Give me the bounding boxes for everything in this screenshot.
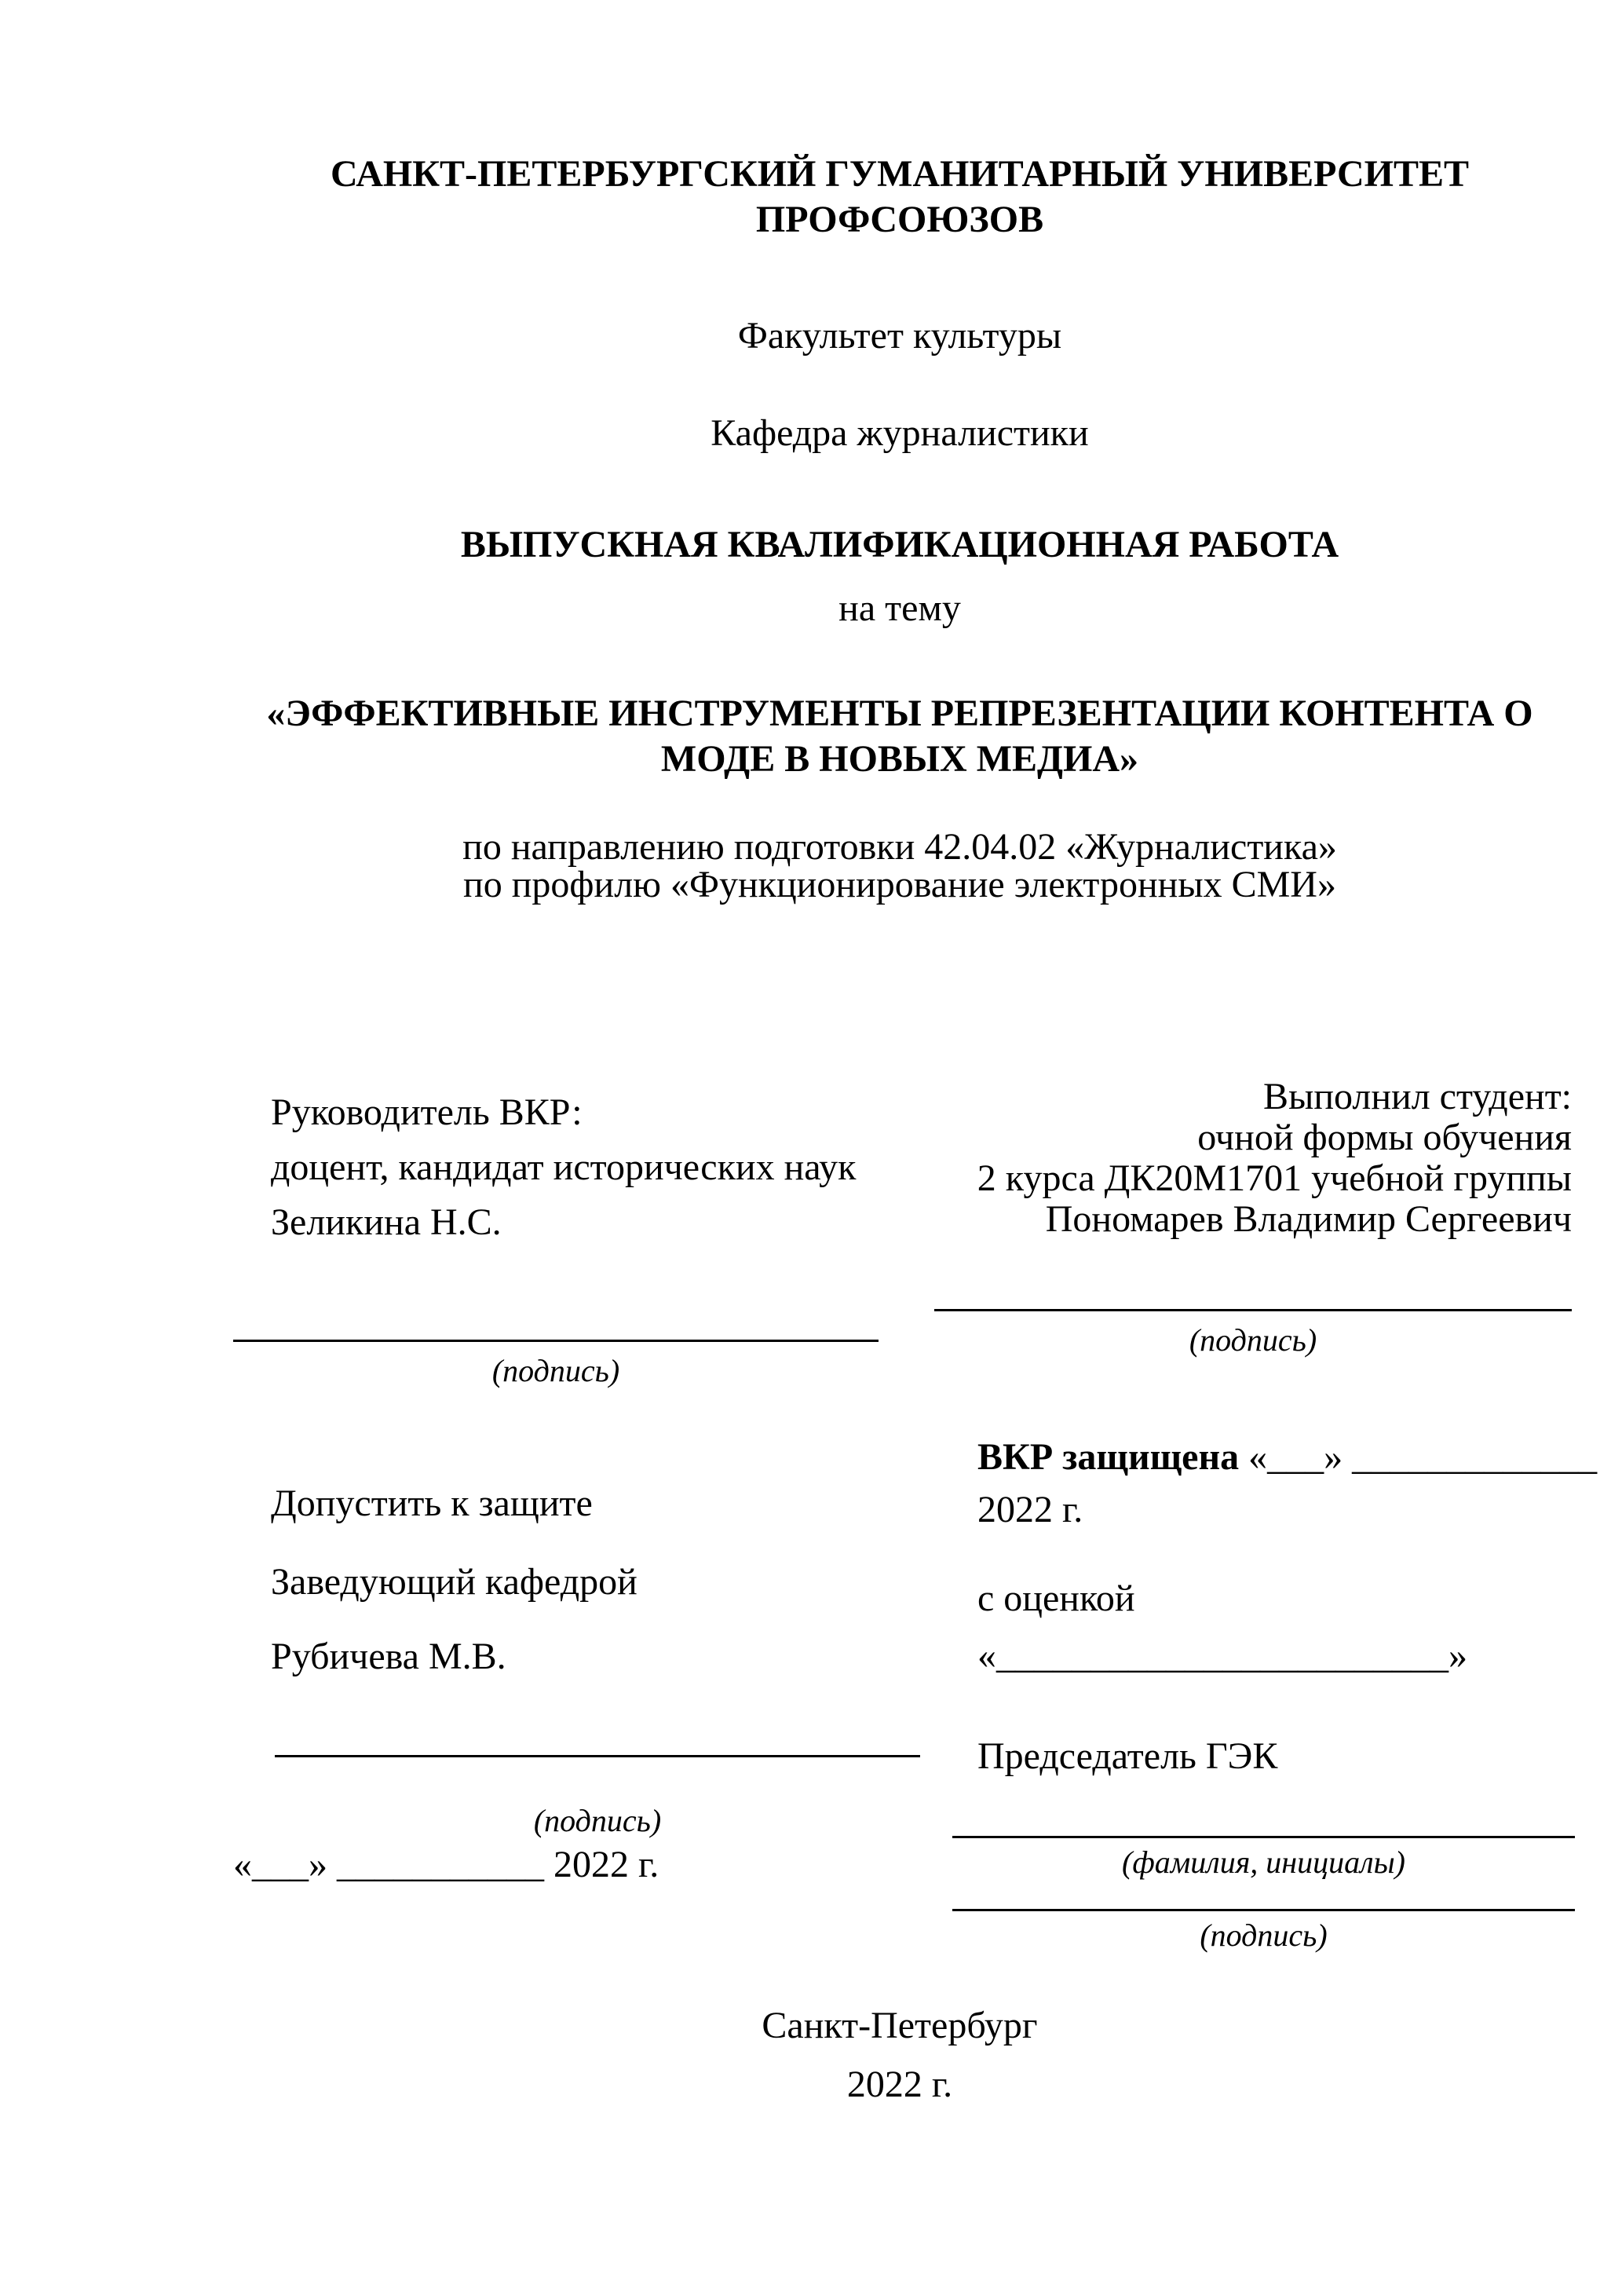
footer-year: 2022 г. — [846, 2064, 953, 2105]
student-signature-line — [934, 1309, 1572, 1311]
defense-status-line — [977, 1435, 1597, 1479]
university-name-line1: САНКТ-ПЕТЕРБУРГСКИЙ ГУМАНИТАРНЫЙ УНИВЕРСИТЕТ — [330, 153, 1470, 195]
supervisor-signature-caption: (подпись) — [491, 1353, 620, 1388]
program-profile-line: по профилю «Функционирование электронных СМИ» — [463, 864, 1336, 905]
supervisor-block — [271, 1085, 856, 1250]
department-head-name: Рубичева М.В. — [271, 1636, 506, 1677]
department-name: Кафедра журналистики — [711, 412, 1089, 454]
program-block — [228, 828, 1572, 904]
admission-signature-line — [275, 1755, 920, 1757]
footer-city: Санкт-Петербург — [762, 2005, 1038, 2046]
admission-label: Допустить к защите — [271, 1483, 593, 1524]
student-study-form: очной формы обучения — [1197, 1117, 1572, 1158]
student-label: Выполнил студент: — [1263, 1076, 1572, 1117]
on-topic-label: на тему — [838, 587, 961, 629]
grade-blank: «________________________» — [977, 1635, 1467, 1676]
defense-date-blank: «___» _____________ — [1239, 1436, 1598, 1478]
chairman-name-line — [952, 1836, 1575, 1838]
university-name-line2: ПРОФСОЮЗОВ — [755, 199, 1044, 240]
department-head-label: Заведующий кафедрой — [271, 1561, 637, 1603]
student-group: 2 курса ДК20М1701 учебной группы — [977, 1157, 1572, 1199]
program-direction-line: по направлению подготовки 42.04.02 «Журналистика» — [462, 826, 1337, 868]
student-block — [977, 1077, 1572, 1240]
supervisor-degree: доцент, кандидат исторических наук — [271, 1146, 857, 1188]
supervisor-name: Зеликина Н.С. — [271, 1201, 502, 1243]
student-signature-caption: (подпись) — [1189, 1322, 1317, 1358]
faculty-name: Факультет культуры — [737, 315, 1062, 356]
grade-label: с оценкой — [977, 1578, 1135, 1619]
thesis-topic-line1: «ЭФФЕКТИВНЫЕ ИНСТРУМЕНТЫ РЕПРЕЗЕНТАЦИИ КОНТЕНТА О — [266, 693, 1533, 734]
supervisor-signature-line — [233, 1340, 879, 1342]
defense-year-line: 2022 г. — [977, 1489, 1083, 1530]
chairman-signature-line — [952, 1909, 1575, 1911]
chairman-signature-caption: (подпись) — [1200, 1918, 1328, 1953]
work-type-heading: ВЫПУСКНАЯ КВАЛИФИКАЦИОННАЯ РАБОТА — [460, 524, 1339, 565]
admission-signature-caption: (подпись) — [533, 1803, 662, 1838]
thesis-topic — [228, 691, 1572, 782]
student-name: Пономарев Владимир Сергеевич — [1045, 1198, 1572, 1240]
supervisor-label: Руководитель ВКР: — [271, 1091, 583, 1133]
chairman-label: Председатель ГЭК — [977, 1735, 1278, 1777]
university-name — [228, 152, 1572, 243]
admission-date-blank: «___» ___________ 2022 г. — [233, 1844, 659, 1885]
defense-status-bold-label: ВКР защищена — [977, 1436, 1240, 1478]
chairman-name-caption: (фамилия, инициалы) — [1122, 1844, 1405, 1880]
thesis-topic-line2: МОДЕ В НОВЫХ МЕДИА» — [660, 738, 1139, 780]
